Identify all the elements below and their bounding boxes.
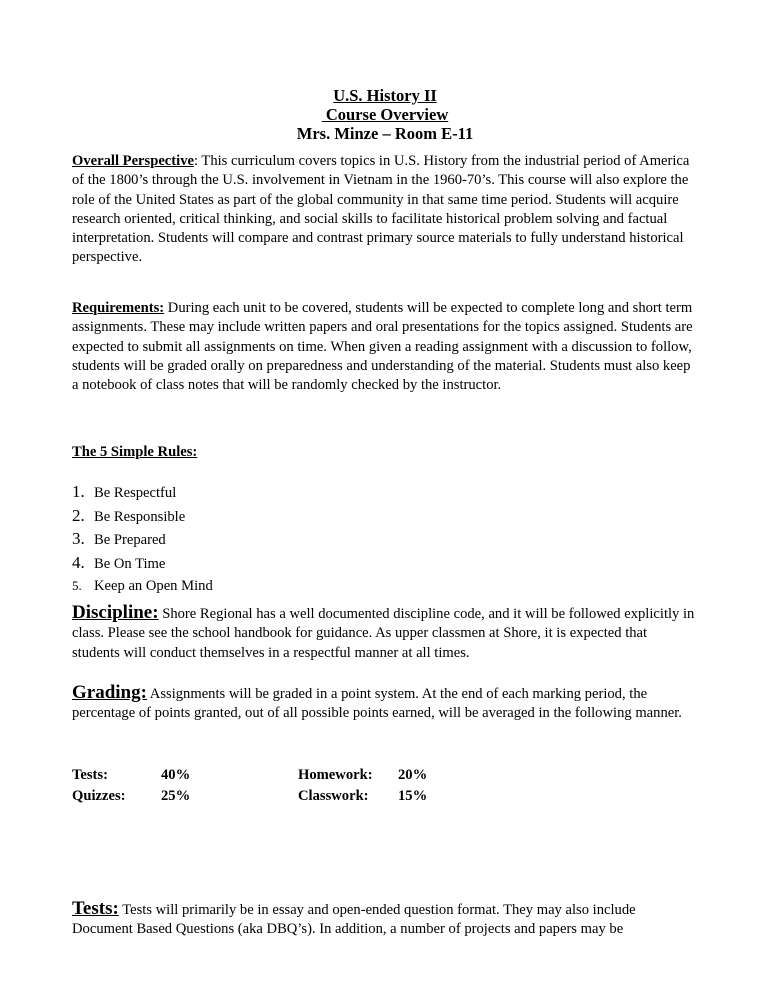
grade-category-label: Tests: — [72, 767, 108, 783]
course-title: U.S. History II — [333, 86, 437, 105]
rule-item — [72, 552, 472, 576]
course-subtitle: Course Overview — [321, 105, 449, 124]
grading-text: Assignments will be graded in a point system. At the end of each marking period, the percentage of points granted, out of all possible points earned, will be averaged in the following manner. — [72, 686, 682, 722]
rule-text: Keep an Open Mind — [94, 578, 213, 594]
requirements-text: During each unit to be covered, students will be expected to complete long and short term assignments. These may include written papers and oral presentations for the topics assigned. Students are expected to submit all assignments on time. When given a reading assignment with a discussion to follow, students will be graded orally on preparedness and understanding of the material. Students must also keep a notebook of class notes that will be randomly checked by the instructor. — [72, 300, 693, 394]
grade-category-percent: 25% — [161, 788, 191, 804]
grade-category-percent: 15% — [398, 788, 428, 804]
rule-number: 2. — [72, 505, 85, 525]
rule-item — [72, 505, 472, 529]
rule-number: 5. — [72, 578, 82, 593]
title-block — [72, 86, 698, 143]
grade-category-label: Classwork: — [298, 788, 369, 804]
overall-perspective-section — [72, 152, 698, 268]
requirements-section — [72, 299, 698, 395]
overall-perspective-text: : This curriculum covers topics in U.S. History from the industrial period of America of the 1800’s through the U.S. involvement in Vietnam in the 1960-70’s. This course will also explore the role of the United States as part of the global community in that same time period. Students will acquire research oriented, critical thinking, and social skills to facilitate historical problem solving and factual interpretation. Students will compare and contrast primary source materials to fully understand historical perspective. — [72, 153, 690, 266]
overall-perspective-heading: Overall Perspective — [72, 153, 194, 169]
grading-row — [72, 786, 427, 807]
rule-text: Be Respectful — [94, 485, 177, 501]
rule-number: 1. — [72, 482, 85, 501]
grade-category-label: Homework: — [298, 767, 373, 783]
requirements-heading: Requirements: — [72, 300, 165, 316]
rules-list — [72, 481, 472, 598]
rules-heading: The 5 Simple Rules: — [72, 444, 198, 460]
grading-row — [72, 765, 427, 786]
grade-category-label: Quizzes: — [72, 788, 126, 804]
tests-text: Tests will primarily be in essay and open-ended question format. They may also include Document Based Questions (aka DBQ’s). In addition, a number of projects and papers may be — [72, 902, 636, 938]
rule-item — [72, 481, 472, 505]
rule-item — [72, 575, 472, 598]
rule-number: 3. — [72, 529, 85, 548]
rule-text: Be On Time — [94, 555, 166, 572]
rule-number: 4. — [72, 552, 85, 572]
rule-item — [72, 528, 472, 552]
grading-section — [72, 683, 698, 724]
rules-heading-line — [72, 443, 698, 462]
discipline-heading: Discipline: — [72, 602, 159, 623]
rule-text: Be Prepared — [94, 532, 166, 548]
grading-weights-table — [72, 765, 427, 807]
tests-section — [72, 899, 698, 940]
tests-heading: Tests: — [72, 898, 119, 919]
grade-category-percent: 40% — [161, 767, 191, 783]
rule-text: Be Responsible — [94, 508, 186, 525]
grade-category-percent: 20% — [398, 767, 428, 783]
discipline-text: Shore Regional has a well documented discipline code, and it will be followed explicitly in class. Please see the school handbook for guidance. As upper classmen at Shore, it is expected that students will conduct themselves in a respectful manner at all times. — [72, 606, 695, 661]
discipline-section — [72, 603, 698, 663]
teacher-line: Mrs. Minze – Room E-11 — [296, 124, 474, 143]
grading-heading: Grading: — [72, 682, 147, 703]
